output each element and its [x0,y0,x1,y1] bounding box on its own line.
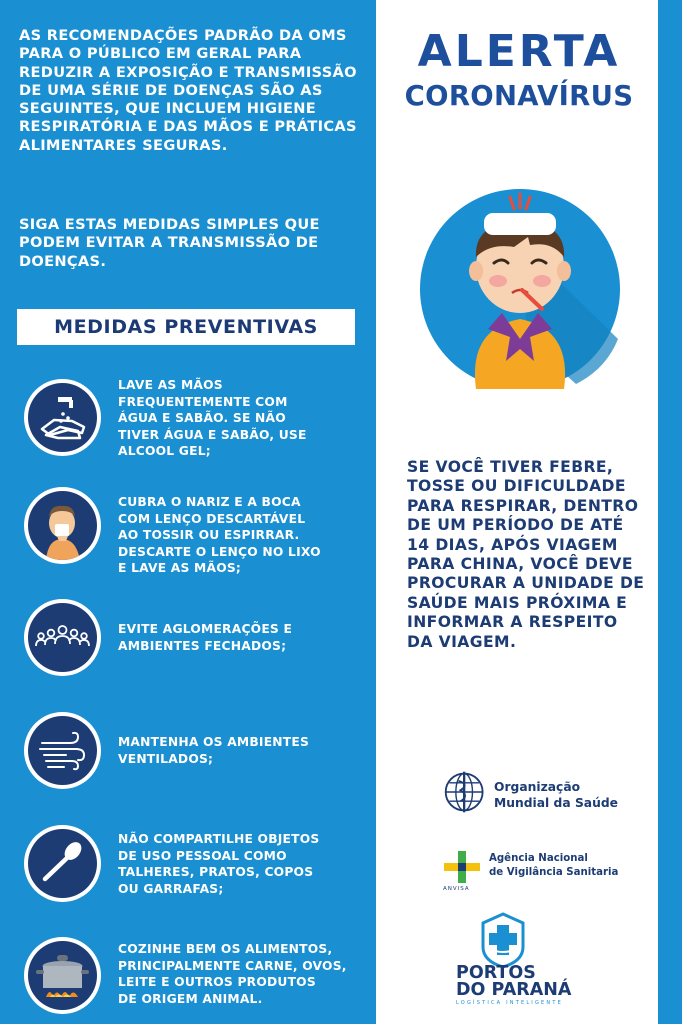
portos-shield-logo [479,911,527,969]
right-edge-bar [658,0,682,1024]
sneezing-person-icon [28,491,97,560]
measure-text: COZINHE BEM OS ALIMENTOS, PRINCIPALMENTE CARNE, OVOS, LEITE E OUTROS PRODUTOS DE ORIGEM ANIMAL. [118,942,347,1006]
measure-icon-badge [24,487,101,564]
wind-icon [28,716,97,785]
crowd-icon [28,603,97,672]
measure-icon-badge [24,825,101,902]
who-name [494,779,618,811]
cooking-pot-icon [28,941,97,1010]
portos-name-line1: PORTOS [456,963,536,983]
measure-icon-badge [24,937,101,1014]
section-banner [17,309,355,345]
spoon-icon [28,829,97,898]
intro-text: AS RECOMENDAÇÕES PADRÃO DA OMS PARA O PÚBLICO EM GERAL PARA REDUZIR A EXPOSIÇÃO E TRANSMISSÃO DE UMA SÉRIE DE DOENÇAS SÃO AS SEGUINTES, QUE INCLUEM HIGIENE RESPIRATÓRIA E DAS MÃOS E PRÁTICAS ALIMENTARES SEGURAS. [19,27,357,154]
alert-title: ALERTA [417,26,621,77]
anvisa-name [489,852,618,880]
measure-text: EVITE AGLOMERAÇÕES E AMBIENTES FECHADOS; [118,622,293,653]
symptoms-notice: SE VOCÊ TIVER FEBRE, TOSSE OU DIFICULDADE PARA RESPIRAR, DENTRO DE UM PERÍODO DE ATÉ 14 DIAS, APÓS VIAGEM PARA CHINA, VOCÊ DEVE PROCURAR A UNIDADE DE SAÚDE MAIS PRÓXIMA E INFORMAR A RESPEITO DA VIAGEM. [407,458,645,651]
measure-icon-badge [24,599,101,676]
anvisa-name-line1: Agência Nacional [489,853,588,864]
anvisa-name-line2: de Vigilância Sanitaria [489,867,619,878]
alert-subtitle: CORONAVÍRUS [404,80,634,112]
who-name-line2: Mundial da Saúde [494,796,618,810]
portos-name [456,965,580,999]
measure-text: CUBRA O NARIZ E A BOCA COM LENÇO DESCARTÁVEL AO TOSSIR OU ESPIRRAR. DESCARTE O LENÇO NO LIXO E LAVE AS MÃOS; [118,495,321,575]
section-title: MEDIDAS PREVENTIVAS [54,316,318,338]
portos-tagline: LOGÍSTICA INTELIGENTE [456,1000,563,1006]
portos-name-line2: DO PARANÁ [456,980,572,1000]
intro-text-2: SIGA ESTAS MEDIDAS SIMPLES QUE PODEM EVITAR A TRANSMISSÃO DE DOENÇAS. [19,216,320,270]
measure-icon-badge [24,712,101,789]
measure-text: MANTENHA OS AMBIENTES VENTILADOS; [118,735,310,766]
measure-icon-badge [24,379,101,456]
handwashing-icon [28,383,97,452]
measure-text: NÃO COMPARTILHE OBJETOS DE USO PESSOAL COMO TALHERES, PRATOS, COPOS OU GARRAFAS; [118,832,320,896]
who-name-line1: Organização [494,780,581,794]
anvisa-acronym: ANVISA [443,886,470,892]
measure-text: LAVE AS MÃOS FREQUENTEMENTE COM ÁGUA E SABÃO. SE NÃO TIVER ÁGUA E SABÃO, USE ALCOOL GEL; [118,378,307,458]
sick-person-illustration [406,189,634,389]
